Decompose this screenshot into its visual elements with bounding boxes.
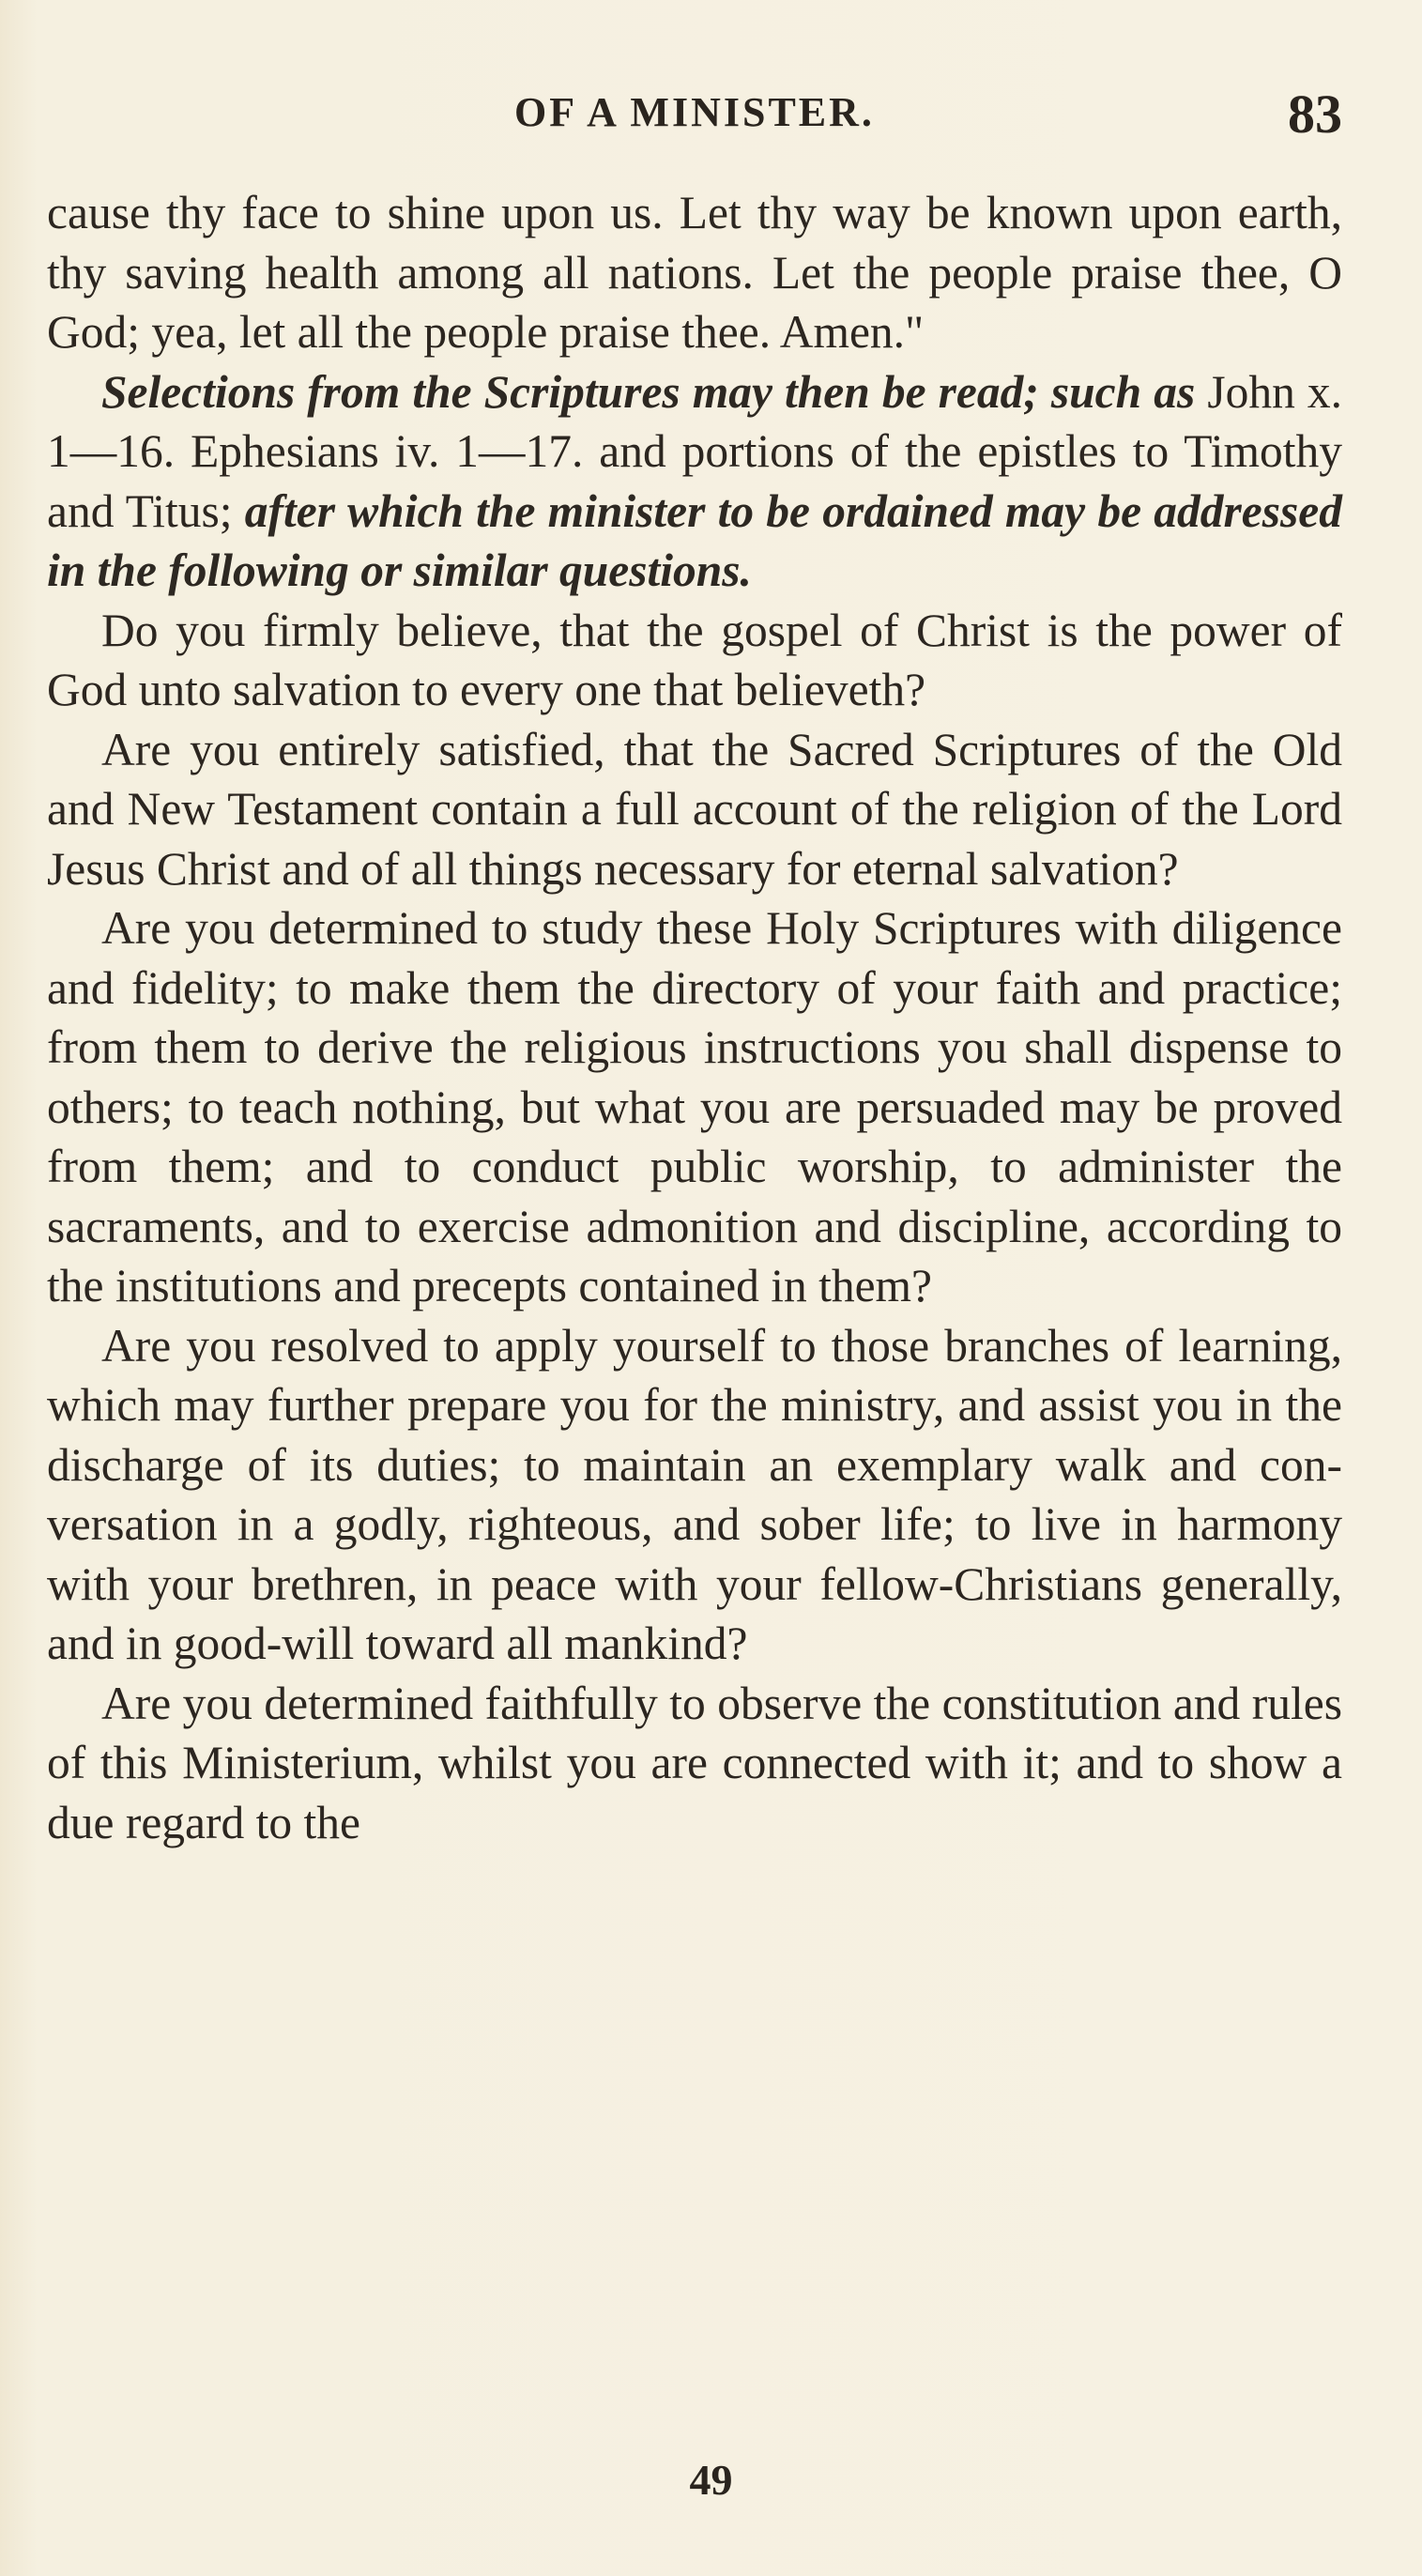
question-scriptures: Are you entirely satisfied, that the Sacred Scriptures of the Old and New Testament contain a full account of the religion of the Lord Jesus Christ and of all things necessary for eternal salvation? xyxy=(47,723,1342,895)
scripture-references: John x. 1—16. Ephesians iv. 1—17. and portions of the epistles to Timothy and Titus; xyxy=(47,365,1343,537)
question-study: Are you determined to study these Holy Scriptures with diligence and fidelity; to make them the directory of your faith and practice; from them to derive the religious instructions you shall dispense to others; to teach nothing, but what you are persuaded may be proved from them; and to conduct public worship, to administer the sacraments, and to exercise admonition and discipline, according to the institutions and precepts contained in them? xyxy=(47,902,1342,1311)
paragraph-prayer-ending: cause thy face to shine upon us. Let thy way be known upon earth, thy saving health among all nations. Let the people praise thee, O God; yea, let all the people praise thee. Amen." xyxy=(47,187,1342,358)
page-number: 83 xyxy=(1288,84,1342,145)
question-learning: Are you resolved to apply yourself to those branches of learning, which may further prepare you for the ministry, and assist you in the discharge of its duties; to maintain an exemplary walk and conversation in a godly, righteous, and sober life; to live in harmony with your brethren, in peace with your fellow-Christians generally, and in good-will toward all mankind? xyxy=(47,1319,1342,1669)
question-constitution: Are you determined faithfully to observe the constitution and rules of this Ministerium, whilst you are connected with it; and to show a due regard to the xyxy=(47,1677,1342,1848)
page-header xyxy=(47,83,1342,148)
running-head: OF A MINISTER. xyxy=(514,89,875,135)
body-text xyxy=(47,183,1342,1852)
rubric-selections: Selections from the Scriptures may then be read; such as xyxy=(101,365,1196,418)
paragraph-rubric-instructions xyxy=(47,362,1342,601)
question-gospel: Do you firmly believe, that the gospel of Christ is the power of God unto salvation to every one that believeth? xyxy=(47,604,1342,715)
signature-mark: 49 xyxy=(689,2456,733,2504)
rubric-after-which: after which the minister to be ordained may be addressed in the following or similar questions. xyxy=(47,484,1342,596)
